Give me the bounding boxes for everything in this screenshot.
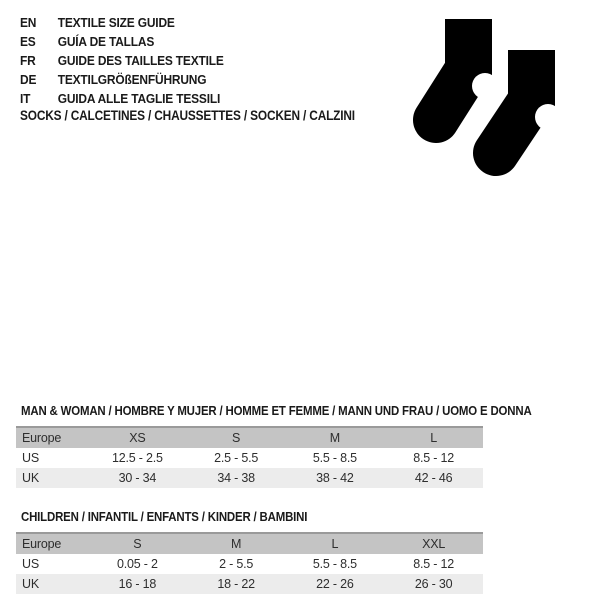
table-row-uk bbox=[16, 468, 483, 488]
header-cell-size: L bbox=[331, 537, 339, 551]
sock-heel-hole bbox=[535, 104, 561, 130]
size-cell: 30 - 34 bbox=[118, 471, 157, 485]
row-label: US bbox=[22, 557, 39, 571]
table-row-uk bbox=[16, 574, 483, 594]
language-item-en bbox=[20, 13, 224, 32]
table-row-us bbox=[16, 448, 483, 468]
language-item-it bbox=[20, 89, 224, 108]
row-label: UK bbox=[22, 471, 39, 485]
row-label: US bbox=[22, 451, 39, 465]
language-label: TEXTILGRÖßENFÜHRUNG bbox=[57, 72, 207, 87]
size-table-section-children bbox=[16, 510, 483, 594]
language-item-fr bbox=[20, 51, 224, 70]
sock-front-icon bbox=[496, 50, 561, 153]
socks-icon bbox=[390, 0, 600, 190]
sock-heel-hole bbox=[472, 73, 498, 99]
header-cell-size: L bbox=[430, 431, 437, 445]
size-cell: 42 - 46 bbox=[414, 471, 453, 485]
size-cell: 2.5 - 5.5 bbox=[214, 451, 259, 465]
size-cell: 8.5 - 12 bbox=[413, 451, 455, 465]
table-title: CHILDREN / INFANTIL / ENFANTS / KINDER / BAMBINI bbox=[21, 509, 308, 524]
header-cell-size: S bbox=[133, 537, 142, 551]
size-cell: 2 - 5.5 bbox=[219, 557, 254, 571]
header-cell-size: XS bbox=[129, 431, 146, 445]
sock-back-icon bbox=[436, 19, 498, 120]
language-code: ES bbox=[20, 34, 36, 49]
size-table-adults bbox=[16, 426, 483, 488]
language-label: TEXTILE SIZE GUIDE bbox=[57, 15, 175, 30]
header-row bbox=[16, 427, 483, 448]
size-cell: 22 - 26 bbox=[316, 577, 354, 591]
size-cell: 16 - 18 bbox=[118, 577, 157, 591]
language-code: FR bbox=[20, 53, 36, 68]
language-item-es bbox=[20, 32, 224, 51]
size-cell: 0.05 - 2 bbox=[116, 557, 158, 571]
language-code: EN bbox=[20, 15, 37, 30]
header-cell-size: M bbox=[231, 537, 242, 551]
table-row-us bbox=[16, 554, 483, 574]
language-list bbox=[20, 13, 241, 108]
language-label: GUIDE DES TAILLES TEXTILE bbox=[57, 53, 224, 68]
header-cell-size: XXL bbox=[422, 537, 446, 551]
row-label: UK bbox=[22, 577, 39, 591]
header-cell-region: Europe bbox=[22, 431, 62, 445]
header-cell-region: Europe bbox=[22, 537, 62, 551]
header-cell-size: S bbox=[232, 431, 241, 445]
size-table-section-adults bbox=[16, 403, 532, 488]
size-cell: 5.5 - 8.5 bbox=[312, 451, 357, 465]
size-cell: 38 - 42 bbox=[316, 471, 354, 485]
header-cell-size: M bbox=[329, 431, 340, 445]
size-cell: 18 - 22 bbox=[217, 577, 255, 591]
category-title: SOCKS / CALCETINES / CHAUSSETTES / SOCKEN / CALZINI bbox=[20, 108, 355, 123]
size-cell: 8.5 - 12 bbox=[413, 557, 455, 571]
language-code: DE bbox=[20, 72, 37, 87]
header-row bbox=[16, 533, 483, 554]
language-label: GUÍA DE TALLAS bbox=[57, 34, 155, 49]
language-item-de bbox=[20, 70, 224, 89]
size-cell: 12.5 - 2.5 bbox=[111, 451, 163, 465]
size-cell: 34 - 38 bbox=[217, 471, 255, 485]
language-code: IT bbox=[20, 91, 31, 106]
language-label: GUIDA ALLE TAGLIE TESSILI bbox=[57, 91, 221, 106]
table-title: MAN & WOMAN / HOMBRE Y MUJER / HOMME ET FEMME / MANN UND FRAU / UOMO E DONNA bbox=[21, 403, 532, 418]
size-cell: 5.5 - 8.5 bbox=[312, 557, 357, 571]
size-cell: 26 - 30 bbox=[414, 577, 453, 591]
size-table-children bbox=[16, 532, 483, 594]
